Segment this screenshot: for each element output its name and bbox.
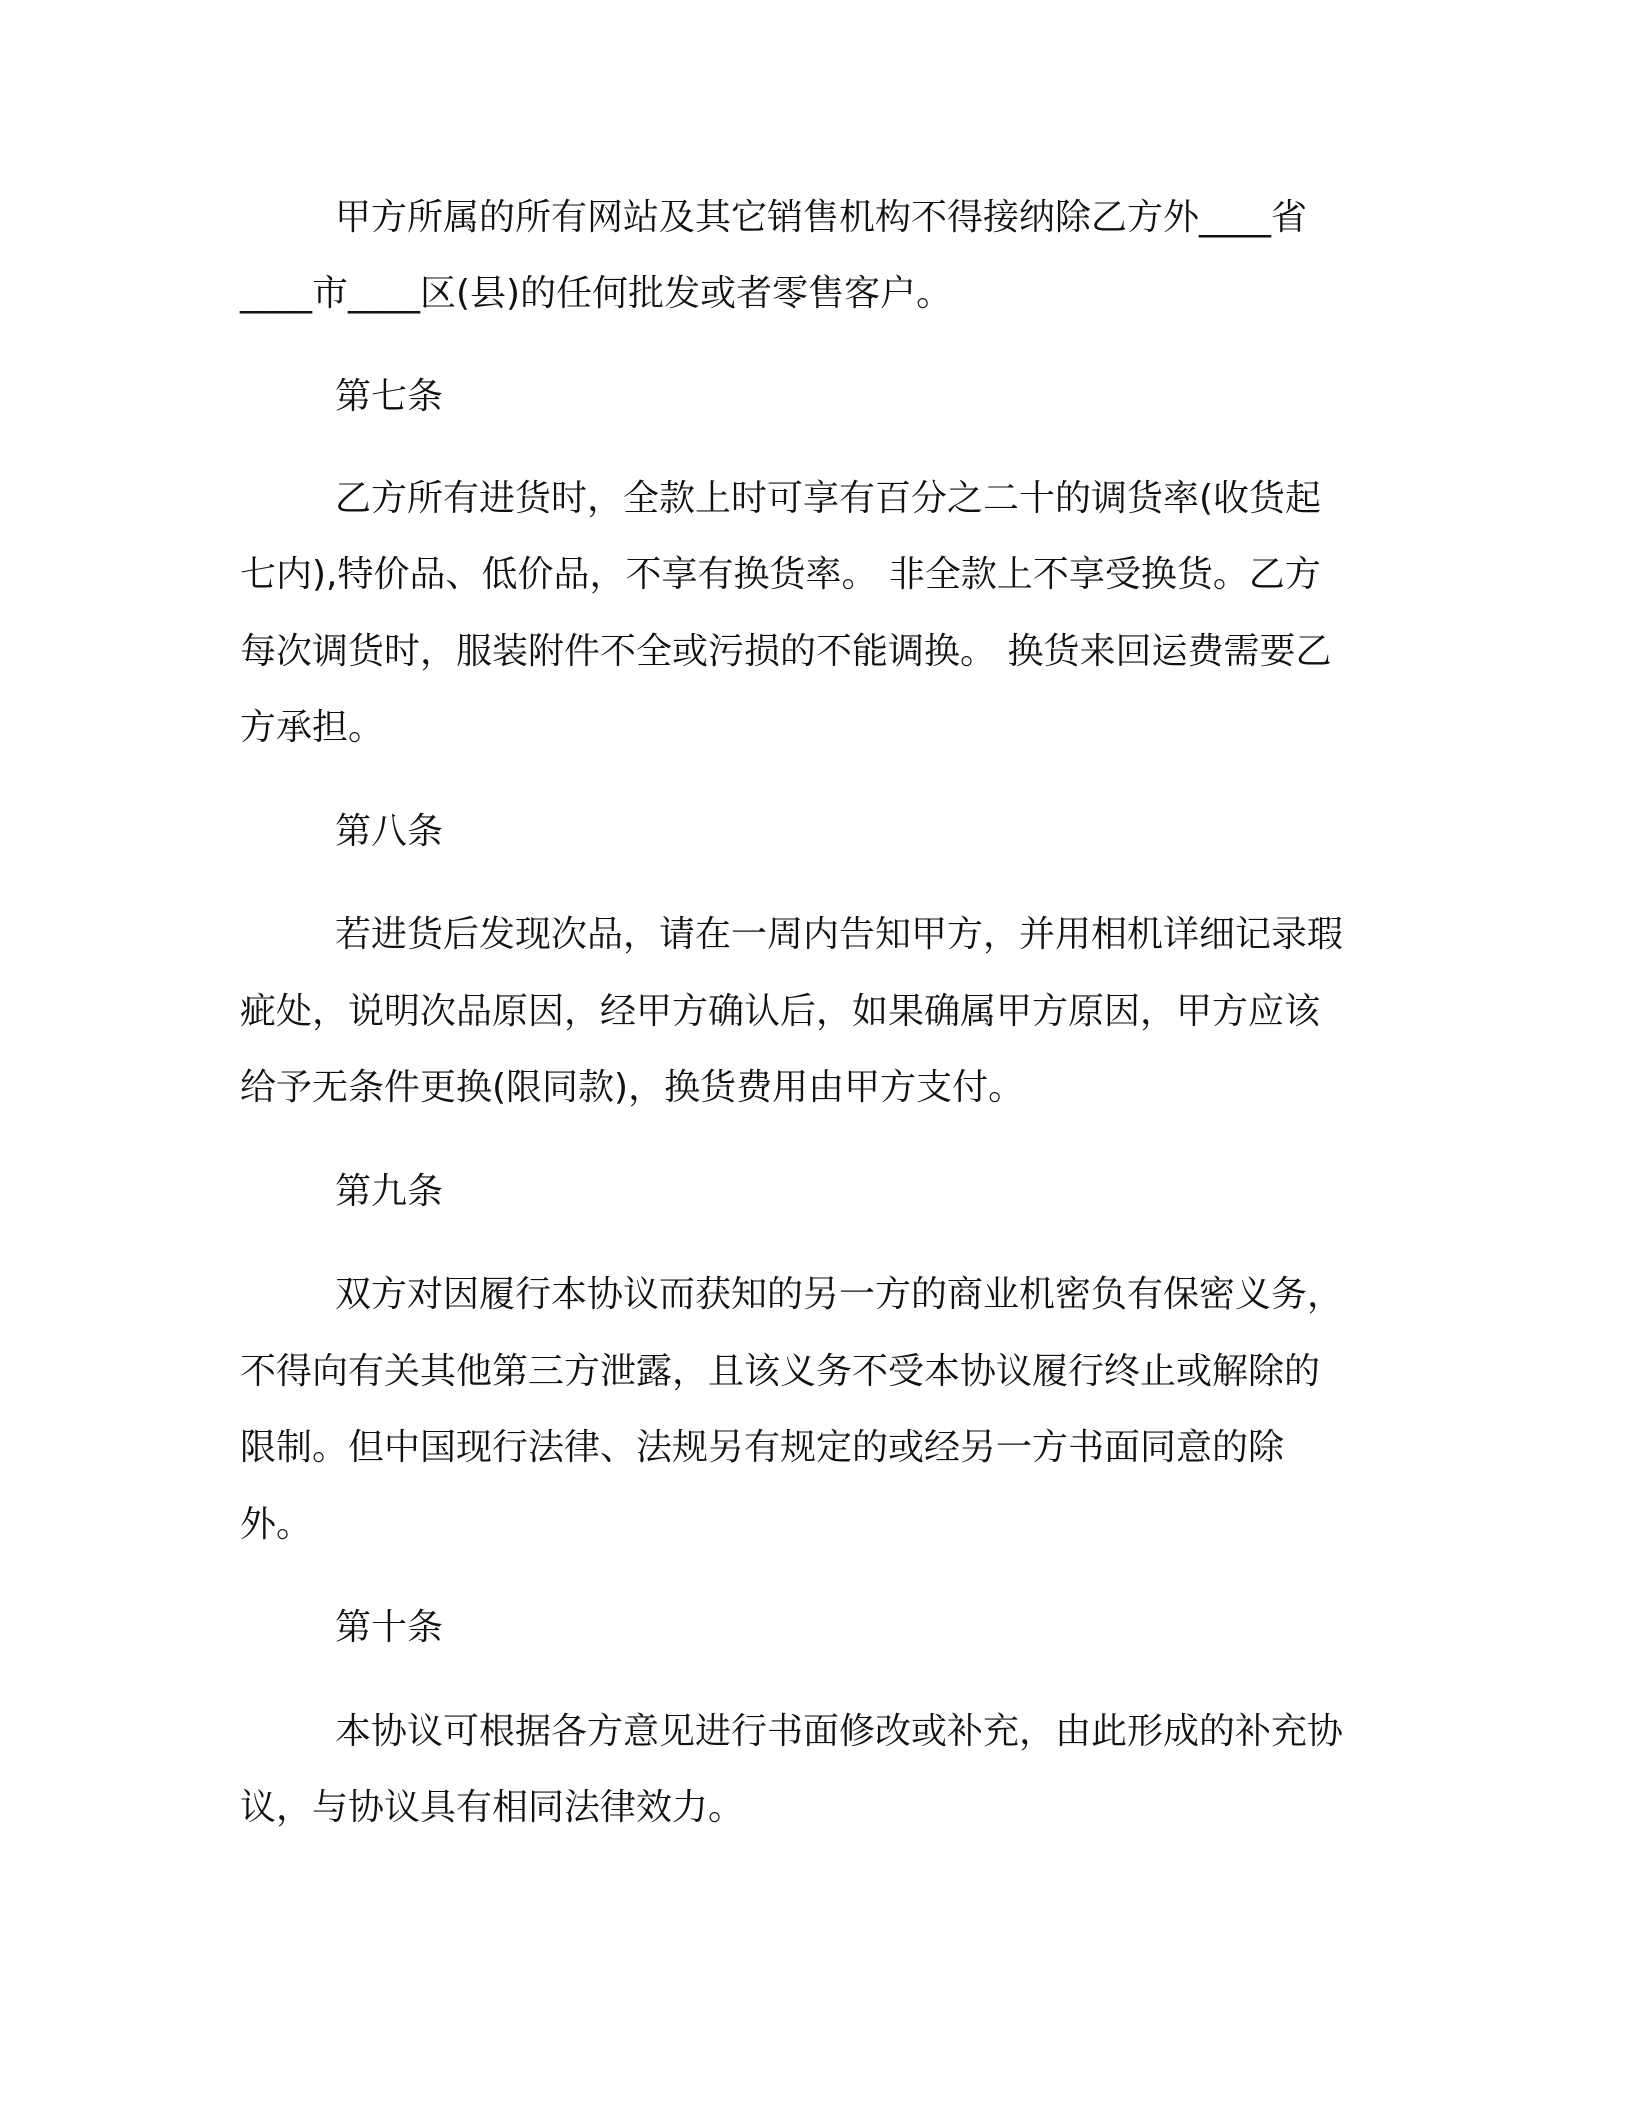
paragraph-line: 本协议可根据各方意见进行书面修改或补充，由此形成的补充协 [335,1711,1344,1752]
paragraph-line: 疵处，说明次品原因，经甲方确认后，如果确属甲方原因，甲方应该 [240,991,1321,1032]
paragraph-line: 七内),特价品、低价品，不享有换货率。 非全款上不享受换货。乙方 [240,554,1321,595]
paragraph-line: 外。 [240,1504,313,1545]
paragraph-line: 限制。但中国现行法律、法规另有规定的或经另一方书面同意的除 [240,1427,1285,1468]
article-heading: 第十条 [335,1607,444,1648]
paragraph-line: 乙方所有进货时，全款上时可享有百分之二十的调货率(收货起 [335,478,1322,519]
article-heading: 第九条 [335,1171,444,1212]
paragraph-line: 甲方所属的所有网站及其它销售机构不得接纳除乙方外____省 [335,197,1308,238]
paragraph-line: 每次调货时，服装附件不全或污损的不能调换。 换货来回运费需要乙 [240,631,1332,672]
paragraph-line: 不得向有关其他第三方泄露，且该义务不受本协议履行终止或解除的 [240,1351,1321,1392]
paragraph-line: 若进货后发现次品，请在一周内告知甲方，并用相机详细记录瑕 [335,914,1344,955]
paragraph-line: 双方对因履行本协议而获知的另一方的商业机密负有保密义务， [335,1274,1344,1315]
paragraph-line: ____市____区(县)的任何批发或者零售客户。 [240,273,953,314]
paragraph-line: 议，与协议具有相同法律效力。 [240,1787,745,1828]
paragraph-line: 给予无条件更换(限同款)，换货费用由甲方支付。 [240,1067,1025,1108]
article-heading: 第八条 [335,811,444,852]
paragraph-line: 方承担。 [240,707,385,748]
article-heading: 第七条 [335,376,444,417]
